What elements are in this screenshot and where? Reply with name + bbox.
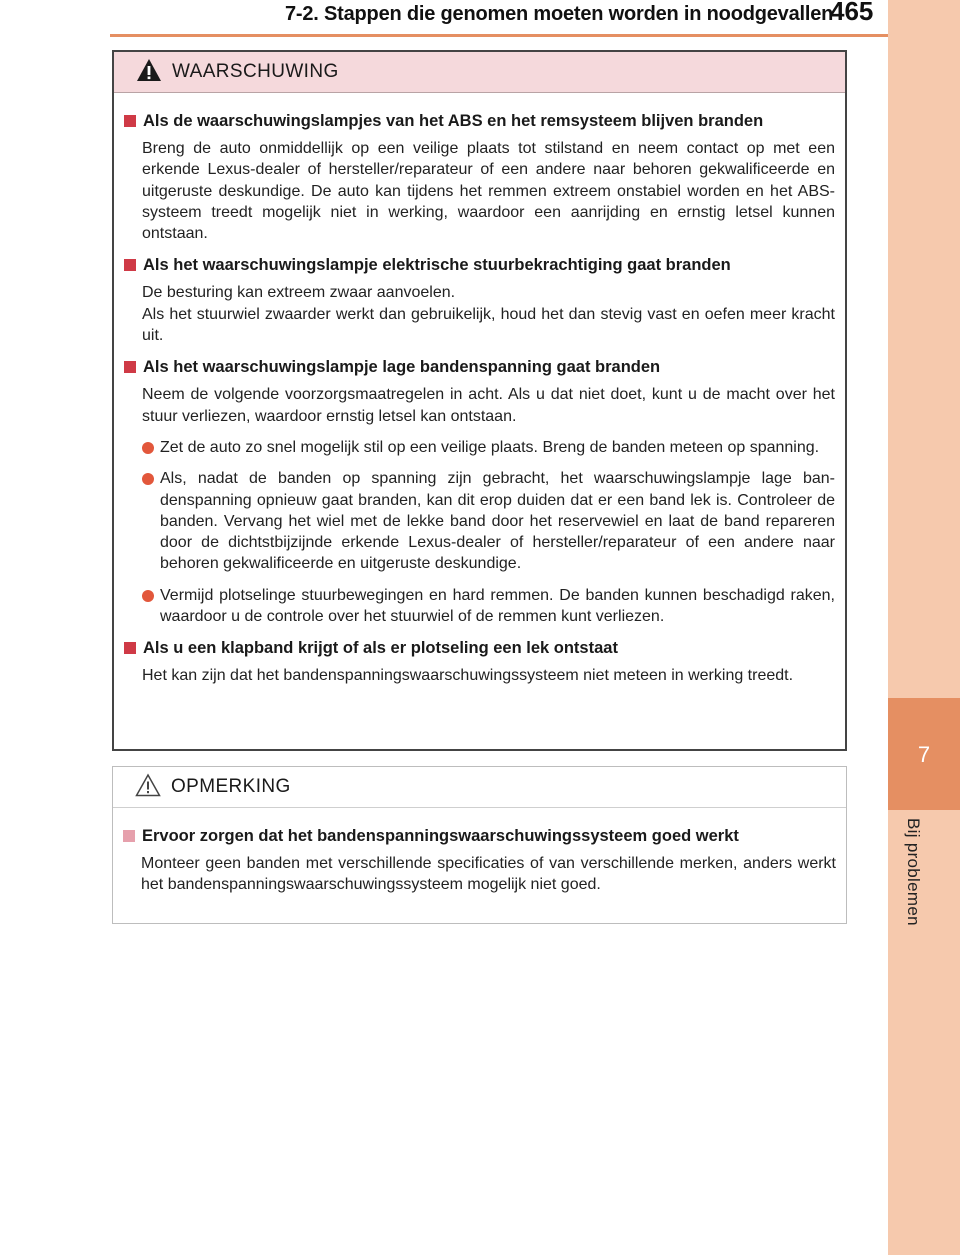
section-heading-text: Als de waarschuwingslampjes van het ABS en het remsysteem blijven branden	[143, 112, 764, 130]
body-paragraph: Breng de auto onmiddellijk op een veilige plaats tot stilstand en neem contact op met een erkende Lexus-dealer of hersteller/reparateur of een andere naar behoren gekwalificeerde en uitgeruste deskundige. De auto kan tijdens het remmen extreem onstabiel worden en het ABS-systeem treedt mogelijk niet in werking, waardoor een aanrijding en ernstig letsel kunnen ontstaan.	[142, 140, 835, 243]
section-body	[141, 853, 836, 896]
list-item-text: Zet de auto zo snel mogelijk stil op een veilige plaats. Breng de banden meteen op spanning.	[160, 438, 820, 456]
section-heading-text: Als het waarschuwingslampje lage bandenspanning gaat branden	[143, 358, 661, 377]
note-header	[113, 767, 846, 808]
square-bullet-icon	[124, 115, 136, 127]
note-content	[113, 808, 846, 896]
round-bullet-icon	[142, 590, 154, 602]
section-heading	[124, 110, 835, 132]
note-title: OPMERKING	[171, 776, 291, 797]
square-bullet-icon	[124, 259, 136, 271]
section-body	[142, 384, 835, 427]
body-paragraph: Monteer geen banden met verschillende specificaties of van verschillende merken, anders werkt het bandenspanningswaarschuwingssysteem mogelijk niet goed.	[141, 855, 836, 894]
body-paragraph: Neem de volgende voorzorgsmaatregelen in acht. Als u dat niet doet, kunt u de macht over het stuur verliezen, waardoor ernstig letsel kan ontstaan.	[142, 386, 835, 425]
section-title: 7-2. Stappen die genomen moeten worden in noodgevallen	[285, 3, 834, 25]
caution-triangle-outline-icon	[135, 773, 161, 802]
section-block	[123, 825, 836, 896]
list-item-text: Vermijd plotselinge stuurbewegingen en hard remmen. De banden kunnen beschadigd raken, waardoor u de controle over het stuurwiel of de remmen kunt verliezen.	[160, 586, 835, 626]
list-item	[142, 585, 835, 628]
section-heading	[124, 254, 835, 276]
section-heading-text: Als u een klapband krijgt of als er plotseling een lek ontstaat	[143, 639, 618, 658]
header-divider	[110, 34, 888, 37]
page-header	[0, 0, 888, 38]
list-item	[142, 437, 835, 458]
warning-box	[112, 50, 847, 751]
section-heading	[123, 825, 836, 847]
section-body	[142, 282, 835, 346]
list-item	[142, 468, 835, 574]
round-bullet-icon	[142, 442, 154, 454]
chapter-number: 7	[917, 742, 931, 767]
section-block	[124, 637, 835, 686]
round-bullet-icon	[142, 473, 154, 485]
square-bullet-icon	[124, 361, 136, 373]
note-box	[112, 766, 847, 924]
side-band	[888, 0, 960, 1255]
section-heading	[124, 637, 835, 659]
section-body	[142, 665, 835, 686]
chapter-tab	[888, 698, 960, 810]
list-item-text: Als, nadat de banden op spanning zijn gebracht, het waarschuwingslampje lage bandenspanning opnieuw gaat branden, kan dit erop duiden dat er een band lek is. Controleer de banden. Vervang het wiel met de lekke band door het reservewiel en laat de band repareren door de dichtstbijzijnde erkende Lexus-dealer of hersteller/reparateur of een andere naar behoren gekwalificeerde en uitgeruste deskundige.	[160, 470, 835, 573]
square-bullet-icon	[124, 642, 136, 654]
section-heading-text: Ervoor zorgen dat het bandenspanningswaarschuwingssysteem goed werkt	[142, 827, 739, 845]
square-bullet-icon	[123, 830, 135, 842]
section-block	[124, 356, 835, 627]
section-heading	[124, 356, 835, 378]
warning-triangle-icon	[136, 58, 162, 87]
section-heading-text: Als het waarschuwingslampje elektrische stuurbekrachtiging gaat branden	[143, 256, 731, 275]
warning-title: WAARSCHUWING	[172, 61, 339, 82]
page-number: 465	[830, 0, 874, 26]
section-block	[124, 110, 835, 244]
body-paragraph: Het kan zijn dat het bandenspanningswaarschuwingssysteem niet meteen in werking treedt.	[142, 667, 794, 685]
body-paragraph: Als het stuurwiel zwaarder werkt dan gebruikelijk, houd het dan stevig vast en oefen meer kracht uit.	[142, 305, 835, 345]
warning-content	[114, 93, 845, 687]
section-block	[124, 254, 835, 346]
section-body	[142, 138, 835, 244]
body-paragraph: De besturing kan extreem zwaar aanvoelen.	[142, 284, 456, 302]
chapter-title: Bij problemen	[904, 818, 923, 926]
warning-header	[114, 52, 845, 93]
